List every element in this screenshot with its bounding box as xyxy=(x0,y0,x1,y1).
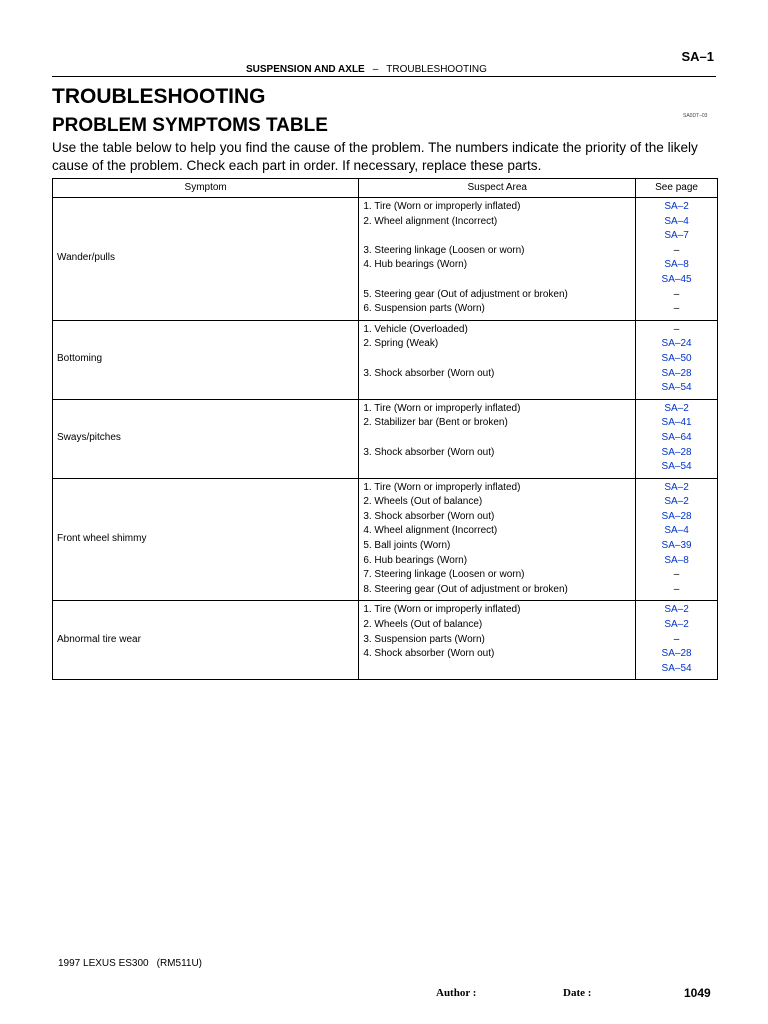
symptom-cell: Sways/pitches xyxy=(53,399,359,478)
suspect-area-item: 3. Shock absorber (Worn out) xyxy=(363,446,495,458)
suspect-area-item: 2. Wheels (Out of balance) xyxy=(363,496,483,508)
page-reference-link[interactable]: SA–39 xyxy=(661,540,692,552)
document-code: SA0DT–03 xyxy=(683,113,708,119)
page-reference-link[interactable]: SA–2 xyxy=(664,481,689,493)
page-reference-link[interactable]: SA–2 xyxy=(664,604,689,616)
see-page-cell xyxy=(636,320,718,399)
suspect-area-item: 1. Vehicle (Overloaded) xyxy=(363,323,468,335)
page-code: SA–1 xyxy=(681,49,714,64)
author-label: Author : xyxy=(436,987,477,999)
suspect-area-cell xyxy=(359,478,636,601)
subsection-title: TROUBLESHOOTING xyxy=(386,64,487,75)
suspect-area-item xyxy=(363,381,631,396)
page-reference-link[interactable]: SA–28 xyxy=(661,367,692,379)
page-reference-link[interactable]: SA–28 xyxy=(661,446,692,458)
page-reference-link[interactable]: SA–7 xyxy=(664,230,689,242)
suspect-area-item: 2. Wheels (Out of balance) xyxy=(363,619,483,631)
suspect-area-item: 2. Spring (Weak) xyxy=(363,338,439,350)
page-reference-none: – xyxy=(673,303,680,315)
suspect-area-item xyxy=(363,662,631,677)
page-reference-link[interactable]: SA–54 xyxy=(661,662,692,674)
table-row xyxy=(53,320,718,399)
suspect-area-item: 3. Shock absorber (Worn out) xyxy=(363,510,495,522)
suspect-area-item: 1. Tire (Worn or improperly inflated) xyxy=(363,604,521,616)
column-header-symptom: Symptom xyxy=(53,179,359,198)
see-page-cell xyxy=(636,601,718,680)
page-reference-none: – xyxy=(673,583,680,595)
table-row xyxy=(53,601,718,680)
column-header-see-page: See page xyxy=(636,179,718,198)
section-subtitle: PROBLEM SYMPTOMS TABLE xyxy=(52,115,328,136)
suspect-area-item: 4. Shock absorber (Worn out) xyxy=(363,648,495,660)
header-separator: – xyxy=(372,64,379,75)
page-reference-none: – xyxy=(673,288,680,300)
page-reference-link[interactable]: SA–50 xyxy=(661,352,692,364)
suspect-area-item: 4. Hub bearings (Worn) xyxy=(363,259,468,271)
page-reference-none: – xyxy=(673,323,680,335)
date-label: Date : xyxy=(563,987,592,999)
table-row xyxy=(53,399,718,478)
page-number: 1049 xyxy=(684,986,711,1000)
vehicle-model: 1997 LEXUS ES300 xyxy=(58,958,149,969)
suspect-area-item xyxy=(363,229,631,244)
page-reference-link[interactable]: SA–8 xyxy=(664,259,689,271)
suspect-area-item: 6. Hub bearings (Worn) xyxy=(363,554,468,566)
suspect-area-item: 8. Steering gear (Out of adjustment or broken) xyxy=(363,583,568,595)
table-header-row xyxy=(53,179,718,198)
suspect-area-item: 4. Wheel alignment (Incorrect) xyxy=(363,525,498,537)
page-reference-link[interactable]: SA–2 xyxy=(664,619,689,631)
suspect-area-cell xyxy=(359,320,636,399)
running-header xyxy=(246,64,487,75)
problem-symptoms-table xyxy=(52,178,718,680)
page-reference-link[interactable]: SA–2 xyxy=(664,402,689,414)
page-reference-link[interactable]: SA–54 xyxy=(661,382,692,394)
table-body xyxy=(53,198,718,680)
page-reference-link[interactable]: SA–28 xyxy=(661,648,692,660)
intro-paragraph: Use the table below to help you find the cause of the problem. The numbers indicate the priority of the likely cause of the problem. Check each part in order. If necessary, replace these parts. xyxy=(52,140,698,173)
suspect-area-item xyxy=(363,352,631,367)
symptom-cell: Wander/pulls xyxy=(53,198,359,321)
suspect-area-item: 5. Steering gear (Out of adjustment or broken) xyxy=(363,288,568,300)
symptom-cell: Bottoming xyxy=(53,320,359,399)
suspect-area-item: 3. Shock absorber (Worn out) xyxy=(363,367,495,379)
page-reference-link[interactable]: SA–45 xyxy=(661,273,692,285)
column-header-suspect-area: Suspect Area xyxy=(359,179,636,198)
suspect-area-item: 3. Steering linkage (Loosen or worn) xyxy=(363,244,525,256)
suspect-area-item: 6. Suspension parts (Worn) xyxy=(363,303,485,315)
page-reference-link[interactable]: SA–54 xyxy=(661,461,692,473)
header-rule xyxy=(52,76,716,77)
suspect-area-item xyxy=(363,431,631,446)
page-reference-link[interactable]: SA–2 xyxy=(664,496,689,508)
page-reference-link[interactable]: SA–4 xyxy=(664,215,689,227)
page-reference-link[interactable]: SA–2 xyxy=(664,201,689,212)
page-reference-link[interactable]: SA–8 xyxy=(664,554,689,566)
suspect-area-item xyxy=(363,460,631,475)
suspect-area-item: 3. Suspension parts (Worn) xyxy=(363,633,485,645)
suspect-area-item xyxy=(363,273,631,288)
suspect-area-item: 1. Tire (Worn or improperly inflated) xyxy=(363,402,521,414)
suspect-area-item: 2. Stabilizer bar (Bent or broken) xyxy=(363,417,508,429)
suspect-area-item: 2. Wheel alignment (Incorrect) xyxy=(363,215,498,227)
see-page-cell xyxy=(636,198,718,321)
suspect-area-cell xyxy=(359,198,636,321)
section-title: SUSPENSION AND AXLE xyxy=(246,64,365,75)
page-reference-link[interactable]: SA–41 xyxy=(661,417,692,429)
suspect-area-cell xyxy=(359,399,636,478)
table-row xyxy=(53,198,718,321)
suspect-area-item: 1. Tire (Worn or improperly inflated) xyxy=(363,201,521,212)
page-reference-link[interactable]: SA–24 xyxy=(661,338,692,350)
see-page-cell xyxy=(636,478,718,601)
page-reference-none: – xyxy=(673,633,680,645)
page-reference-none: – xyxy=(673,569,680,581)
page-reference-link[interactable]: SA–28 xyxy=(661,510,692,522)
page-reference-link[interactable]: SA–4 xyxy=(664,525,689,537)
see-page-cell xyxy=(636,399,718,478)
suspect-area-cell xyxy=(359,601,636,680)
suspect-area-item: 7. Steering linkage (Loosen or worn) xyxy=(363,569,525,581)
footer-model xyxy=(58,958,202,969)
symptom-cell: Front wheel shimmy xyxy=(53,478,359,601)
page-reference-none: – xyxy=(673,244,680,256)
manual-code: (RM511U) xyxy=(156,958,203,969)
page-reference-link[interactable]: SA–64 xyxy=(661,431,692,443)
symptom-cell: Abnormal tire wear xyxy=(53,601,359,680)
table-row xyxy=(53,478,718,601)
page-title: TROUBLESHOOTING xyxy=(52,85,266,108)
suspect-area-item: 1. Tire (Worn or improperly inflated) xyxy=(363,481,521,493)
suspect-area-item: 5. Ball joints (Worn) xyxy=(363,540,451,552)
